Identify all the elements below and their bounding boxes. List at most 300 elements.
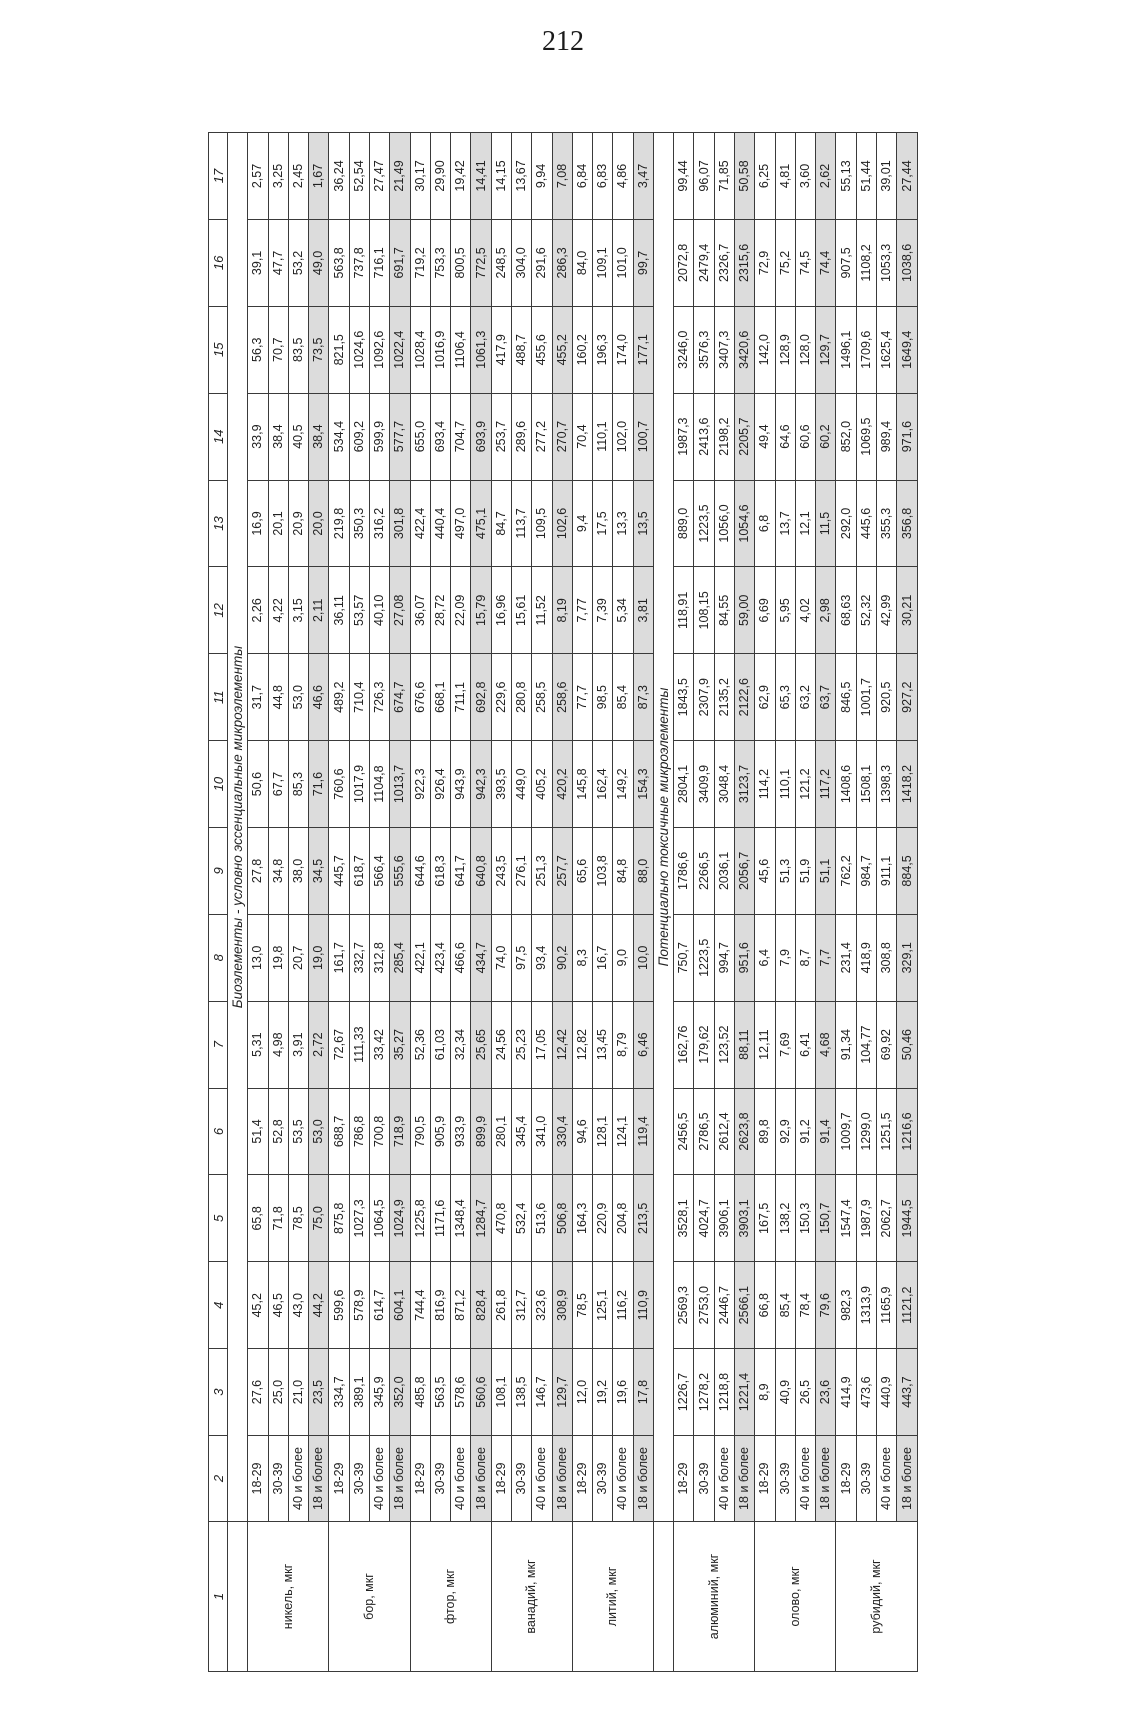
value-cell: 167,5 (755, 1175, 775, 1262)
value-cell: 532,4 (511, 1175, 531, 1262)
value-cell: 56,3 (248, 306, 268, 393)
value-cell: 101,0 (613, 219, 633, 306)
value-cell: 11,5 (816, 480, 836, 567)
value-cell: 455,6 (532, 306, 552, 393)
value-cell: 154,3 (633, 741, 653, 828)
value-cell: 1508,1 (856, 741, 876, 828)
value-cell: 71,8 (268, 1175, 288, 1262)
value-cell: 760,6 (329, 741, 349, 828)
table-row (572, 133, 592, 1672)
value-cell: 5,95 (775, 567, 795, 654)
value-cell: 563,8 (329, 219, 349, 306)
value-cell: 128,1 (593, 1088, 613, 1175)
value-cell: 445,7 (329, 827, 349, 914)
value-cell: 88,0 (633, 827, 653, 914)
value-cell: 17,8 (633, 1349, 653, 1436)
value-cell: 73,5 (309, 306, 329, 393)
age-group-cell: 30-39 (775, 1436, 795, 1522)
value-cell: 46,5 (268, 1262, 288, 1349)
value-cell: 693,4 (430, 393, 450, 480)
value-cell: 871,2 (451, 1262, 471, 1349)
value-cell: 1017,9 (349, 741, 369, 828)
value-cell: 70,4 (572, 393, 592, 480)
value-cell: 100,7 (633, 393, 653, 480)
value-cell: 257,7 (552, 827, 572, 914)
value-cell: 84,55 (714, 567, 734, 654)
element-name: литий, мкг (572, 1522, 653, 1672)
value-cell: 911,1 (877, 827, 897, 914)
value-cell: 39,01 (877, 133, 897, 220)
value-cell: 1709,6 (856, 306, 876, 393)
value-cell: 145,8 (572, 741, 592, 828)
value-cell: 2,57 (248, 133, 268, 220)
value-cell: 1786,6 (674, 827, 694, 914)
value-cell: 162,4 (593, 741, 613, 828)
value-cell: 110,1 (593, 393, 613, 480)
value-cell: 74,5 (795, 219, 815, 306)
value-cell: 2456,5 (674, 1088, 694, 1175)
value-cell: 2566,1 (735, 1262, 755, 1349)
column-header: 12 (209, 567, 228, 654)
value-cell: 884,5 (897, 827, 918, 914)
value-cell: 28,72 (430, 567, 450, 654)
element-name: никель, мкг (248, 1522, 329, 1672)
age-group-cell: 40 и более (369, 1436, 389, 1522)
column-header: 17 (209, 133, 228, 220)
value-cell: 53,0 (288, 654, 308, 741)
value-cell: 13,67 (511, 133, 531, 220)
value-cell: 578,6 (451, 1349, 471, 1436)
value-cell: 989,4 (877, 393, 897, 480)
column-header: 6 (209, 1088, 228, 1175)
column-header: 2 (209, 1436, 228, 1522)
value-cell: 40,10 (369, 567, 389, 654)
table-row (836, 133, 856, 1672)
value-cell: 875,8 (329, 1175, 349, 1262)
value-cell: 52,54 (349, 133, 369, 220)
value-cell: 65,3 (775, 654, 795, 741)
value-cell: 258,5 (532, 654, 552, 741)
value-cell: 846,5 (836, 654, 856, 741)
value-cell: 577,7 (390, 393, 410, 480)
value-cell: 253,7 (491, 393, 511, 480)
data-table (208, 132, 918, 1672)
value-cell: 128,0 (795, 306, 815, 393)
value-cell: 70,7 (268, 306, 288, 393)
value-cell: 9,0 (613, 914, 633, 1001)
age-group-cell: 30-39 (694, 1436, 714, 1522)
value-cell: 951,6 (735, 914, 755, 1001)
value-cell: 750,7 (674, 914, 694, 1001)
value-cell: 1104,8 (369, 741, 389, 828)
element-name: алюминий, мкг (674, 1522, 755, 1672)
value-cell: 72,9 (755, 219, 775, 306)
value-cell: 1398,3 (877, 741, 897, 828)
value-cell: 7,08 (552, 133, 572, 220)
value-cell: 118,91 (674, 567, 694, 654)
table-row (309, 133, 329, 1672)
table-row (451, 133, 471, 1672)
value-cell: 2266,5 (694, 827, 714, 914)
value-cell: 11,52 (532, 567, 552, 654)
value-cell: 1251,5 (877, 1088, 897, 1175)
column-header: 9 (209, 827, 228, 914)
value-cell: 231,4 (836, 914, 856, 1001)
table-row (410, 133, 430, 1672)
column-header: 14 (209, 393, 228, 480)
value-cell: 604,1 (390, 1262, 410, 1349)
column-header: 8 (209, 914, 228, 1001)
value-cell: 251,3 (532, 827, 552, 914)
value-cell: 69,92 (877, 1001, 897, 1088)
value-cell: 716,1 (369, 219, 389, 306)
value-cell: 8,3 (572, 914, 592, 1001)
value-cell: 16,96 (491, 567, 511, 654)
value-cell: 1218,8 (714, 1349, 734, 1436)
age-group-cell: 18-29 (755, 1436, 775, 1522)
value-cell: 7,9 (775, 914, 795, 1001)
value-cell: 270,7 (552, 393, 572, 480)
value-cell: 52,8 (268, 1088, 288, 1175)
value-cell: 445,6 (856, 480, 876, 567)
value-cell: 46,6 (309, 654, 329, 741)
value-cell: 13,5 (633, 480, 653, 567)
value-cell: 753,3 (430, 219, 450, 306)
value-cell: 121,2 (795, 741, 815, 828)
value-cell: 440,9 (877, 1349, 897, 1436)
value-cell: 555,6 (390, 827, 410, 914)
value-cell: 6,84 (572, 133, 592, 220)
value-cell: 36,11 (329, 567, 349, 654)
value-cell: 25,65 (471, 1001, 491, 1088)
value-cell: 248,5 (491, 219, 511, 306)
value-cell: 12,42 (552, 1001, 572, 1088)
section-title: Потенциально токсичные микроэлементы (653, 133, 673, 1522)
value-cell: 389,1 (349, 1349, 369, 1436)
value-cell: 71,85 (714, 133, 734, 220)
element-name: олово, мкг (755, 1522, 836, 1672)
value-cell: 2198,2 (714, 393, 734, 480)
value-cell: 60,2 (816, 393, 836, 480)
value-cell: 23,6 (816, 1349, 836, 1436)
value-cell: 926,4 (430, 741, 450, 828)
value-cell: 414,9 (836, 1349, 856, 1436)
age-group-cell: 30-39 (430, 1436, 450, 1522)
value-cell: 1418,2 (897, 741, 918, 828)
value-cell: 3903,1 (735, 1175, 755, 1262)
value-cell: 13,45 (593, 1001, 613, 1088)
value-cell: 35,27 (390, 1001, 410, 1088)
value-cell: 125,1 (593, 1262, 613, 1349)
value-cell: 418,9 (856, 914, 876, 1001)
value-cell: 111,33 (349, 1001, 369, 1088)
value-cell: 1625,4 (877, 306, 897, 393)
value-cell: 308,9 (552, 1262, 572, 1349)
value-cell: 30,21 (897, 567, 918, 654)
table-row (755, 133, 775, 1672)
value-cell: 719,2 (410, 219, 430, 306)
value-cell: 25,0 (268, 1349, 288, 1436)
value-cell: 12,0 (572, 1349, 592, 1436)
value-cell: 497,0 (451, 480, 471, 567)
value-cell: 1299,0 (856, 1088, 876, 1175)
value-cell: 2786,5 (694, 1088, 714, 1175)
value-cell: 982,3 (836, 1262, 856, 1349)
value-cell: 2072,8 (674, 219, 694, 306)
value-cell: 334,7 (329, 1349, 349, 1436)
value-cell: 29,90 (430, 133, 450, 220)
age-group-cell: 30-39 (349, 1436, 369, 1522)
age-group-cell: 18-29 (836, 1436, 856, 1522)
value-cell: 49,0 (309, 219, 329, 306)
value-cell: 53,5 (288, 1088, 308, 1175)
value-cell: 13,3 (613, 480, 633, 567)
value-cell: 5,34 (613, 567, 633, 654)
value-cell: 1987,9 (856, 1175, 876, 1262)
age-group-cell: 18-29 (410, 1436, 430, 1522)
value-cell: 513,6 (532, 1175, 552, 1262)
table-row (511, 133, 531, 1672)
value-cell: 15,79 (471, 567, 491, 654)
value-cell: 67,7 (268, 741, 288, 828)
value-cell: 2612,4 (714, 1088, 734, 1175)
value-cell: 1121,2 (897, 1262, 918, 1349)
value-cell: 16,9 (248, 480, 268, 567)
age-group-cell: 18-29 (248, 1436, 268, 1522)
value-cell: 49,4 (755, 393, 775, 480)
table-row (897, 133, 918, 1672)
value-cell: 292,0 (836, 480, 856, 567)
value-cell: 345,9 (369, 1349, 389, 1436)
value-cell: 6,83 (593, 133, 613, 220)
value-cell: 83,5 (288, 306, 308, 393)
value-cell: 6,46 (633, 1001, 653, 1088)
table-row (532, 133, 552, 1672)
value-cell: 668,1 (430, 654, 450, 741)
value-cell: 59,00 (735, 567, 755, 654)
element-name: ванадий, мкг (491, 1522, 572, 1672)
column-header: 15 (209, 306, 228, 393)
value-cell: 27,44 (897, 133, 918, 220)
value-cell: 19,0 (309, 914, 329, 1001)
age-group-cell: 40 и более (288, 1436, 308, 1522)
value-cell: 10,0 (633, 914, 653, 1001)
value-cell: 243,5 (491, 827, 511, 914)
value-cell: 772,5 (471, 219, 491, 306)
value-cell: 91,34 (836, 1001, 856, 1088)
column-header: 3 (209, 1349, 228, 1436)
table-row (694, 133, 714, 1672)
value-cell: 77,7 (572, 654, 592, 741)
value-cell: 676,6 (410, 654, 430, 741)
value-cell: 2569,3 (674, 1262, 694, 1349)
value-cell: 229,6 (491, 654, 511, 741)
value-cell: 345,4 (511, 1088, 531, 1175)
value-cell: 38,4 (309, 393, 329, 480)
value-cell: 261,8 (491, 1262, 511, 1349)
value-cell: 280,1 (491, 1088, 511, 1175)
value-cell: 68,63 (836, 567, 856, 654)
column-header: 13 (209, 480, 228, 567)
value-cell: 20,7 (288, 914, 308, 1001)
table-row (268, 133, 288, 1672)
value-cell: 2446,7 (714, 1262, 734, 1349)
value-cell: 1001,7 (856, 654, 876, 741)
section-blank-cell (228, 1522, 248, 1672)
value-cell: 2326,7 (714, 219, 734, 306)
value-cell: 1226,7 (674, 1349, 694, 1436)
rotated-table-container (208, 132, 918, 1672)
value-cell: 84,0 (572, 219, 592, 306)
value-cell: 14,41 (471, 133, 491, 220)
value-cell: 641,7 (451, 827, 471, 914)
value-cell: 1843,5 (674, 654, 694, 741)
column-header: 10 (209, 741, 228, 828)
value-cell: 66,8 (755, 1262, 775, 1349)
value-cell: 1313,9 (856, 1262, 876, 1349)
value-cell: 473,6 (856, 1349, 876, 1436)
value-cell: 704,7 (451, 393, 471, 480)
table-row (471, 133, 491, 1672)
value-cell: 6,41 (795, 1001, 815, 1088)
value-cell: 489,2 (329, 654, 349, 741)
value-cell: 3528,1 (674, 1175, 694, 1262)
value-cell: 3420,6 (735, 306, 755, 393)
value-cell: 9,4 (572, 480, 592, 567)
value-cell: 177,1 (633, 306, 653, 393)
value-cell: 23,5 (309, 1349, 329, 1436)
value-cell: 15,61 (511, 567, 531, 654)
value-cell: 285,4 (390, 914, 410, 1001)
table-row (856, 133, 876, 1672)
value-cell: 89,8 (755, 1088, 775, 1175)
value-cell: 1016,9 (430, 306, 450, 393)
value-cell: 19,2 (593, 1349, 613, 1436)
value-cell: 1223,5 (694, 480, 714, 567)
value-cell: 3048,4 (714, 741, 734, 828)
value-cell: 566,4 (369, 827, 389, 914)
value-cell: 113,7 (511, 480, 531, 567)
value-cell: 718,9 (390, 1088, 410, 1175)
value-cell: 13,7 (775, 480, 795, 567)
value-cell: 25,23 (511, 1001, 531, 1088)
value-cell: 71,6 (309, 741, 329, 828)
value-cell: 422,4 (410, 480, 430, 567)
value-cell: 899,9 (471, 1088, 491, 1175)
value-cell: 129,7 (552, 1349, 572, 1436)
value-cell: 51,4 (248, 1088, 268, 1175)
value-cell: 138,2 (775, 1175, 795, 1262)
value-cell: 922,3 (410, 741, 430, 828)
value-cell: 3,60 (795, 133, 815, 220)
value-cell: 34,8 (268, 827, 288, 914)
value-cell: 27,08 (390, 567, 410, 654)
value-cell: 164,3 (572, 1175, 592, 1262)
value-cell: 161,7 (329, 914, 349, 1001)
value-cell: 61,03 (430, 1001, 450, 1088)
value-cell: 204,8 (613, 1175, 633, 1262)
value-cell: 12,11 (755, 1001, 775, 1088)
value-cell: 301,8 (390, 480, 410, 567)
age-group-cell: 18-29 (329, 1436, 349, 1522)
value-cell: 62,9 (755, 654, 775, 741)
value-cell: 506,8 (552, 1175, 572, 1262)
value-cell: 3,47 (633, 133, 653, 220)
value-cell: 640,8 (471, 827, 491, 914)
value-cell: 889,0 (674, 480, 694, 567)
age-group-cell: 18-29 (572, 1436, 592, 1522)
value-cell: 1,67 (309, 133, 329, 220)
value-cell: 1223,5 (694, 914, 714, 1001)
value-cell: 160,2 (572, 306, 592, 393)
age-group-cell: 18 и более (633, 1436, 653, 1522)
value-cell: 420,2 (552, 741, 572, 828)
value-cell: 2,45 (288, 133, 308, 220)
value-cell: 104,77 (856, 1001, 876, 1088)
value-cell: 27,47 (369, 133, 389, 220)
value-cell: 1496,1 (836, 306, 856, 393)
value-cell: 21,0 (288, 1349, 308, 1436)
value-cell: 87,3 (633, 654, 653, 741)
value-cell: 534,4 (329, 393, 349, 480)
value-cell: 20,0 (309, 480, 329, 567)
column-header: 16 (209, 219, 228, 306)
age-group-cell: 30-39 (856, 1436, 876, 1522)
value-cell: 8,79 (613, 1001, 633, 1088)
value-cell: 943,9 (451, 741, 471, 828)
value-cell: 350,3 (349, 480, 369, 567)
value-cell: 711,1 (451, 654, 471, 741)
value-cell: 828,4 (471, 1262, 491, 1349)
value-cell: 800,5 (451, 219, 471, 306)
value-cell: 332,7 (349, 914, 369, 1001)
value-cell: 38,0 (288, 827, 308, 914)
value-cell: 2307,9 (694, 654, 714, 741)
value-cell: 280,8 (511, 654, 531, 741)
value-cell: 110,9 (633, 1262, 653, 1349)
value-cell: 21,49 (390, 133, 410, 220)
value-cell: 1053,3 (877, 219, 897, 306)
value-cell: 1165,9 (877, 1262, 897, 1349)
value-cell: 341,0 (532, 1088, 552, 1175)
value-cell: 907,5 (836, 219, 856, 306)
element-name: рубидий, мкг (836, 1522, 918, 1672)
table-row (877, 133, 897, 1672)
value-cell: 674,7 (390, 654, 410, 741)
value-cell: 2122,6 (735, 654, 755, 741)
column-header: 4 (209, 1262, 228, 1349)
column-header: 5 (209, 1175, 228, 1262)
value-cell: 329,1 (897, 914, 918, 1001)
value-cell: 2623,8 (735, 1088, 755, 1175)
value-cell: 1064,5 (369, 1175, 389, 1262)
value-cell: 116,2 (613, 1262, 633, 1349)
table-row (390, 133, 410, 1672)
value-cell: 47,7 (268, 219, 288, 306)
value-cell: 2036,1 (714, 827, 734, 914)
value-cell: 12,1 (795, 480, 815, 567)
value-cell: 150,3 (795, 1175, 815, 1262)
value-cell: 2,98 (816, 567, 836, 654)
table-row (714, 133, 734, 1672)
value-cell: 114,2 (755, 741, 775, 828)
value-cell: 150,7 (816, 1175, 836, 1262)
value-cell: 466,6 (451, 914, 471, 1001)
age-group-cell: 40 и более (451, 1436, 471, 1522)
value-cell: 65,8 (248, 1175, 268, 1262)
value-cell: 72,67 (329, 1001, 349, 1088)
value-cell: 816,9 (430, 1262, 450, 1349)
